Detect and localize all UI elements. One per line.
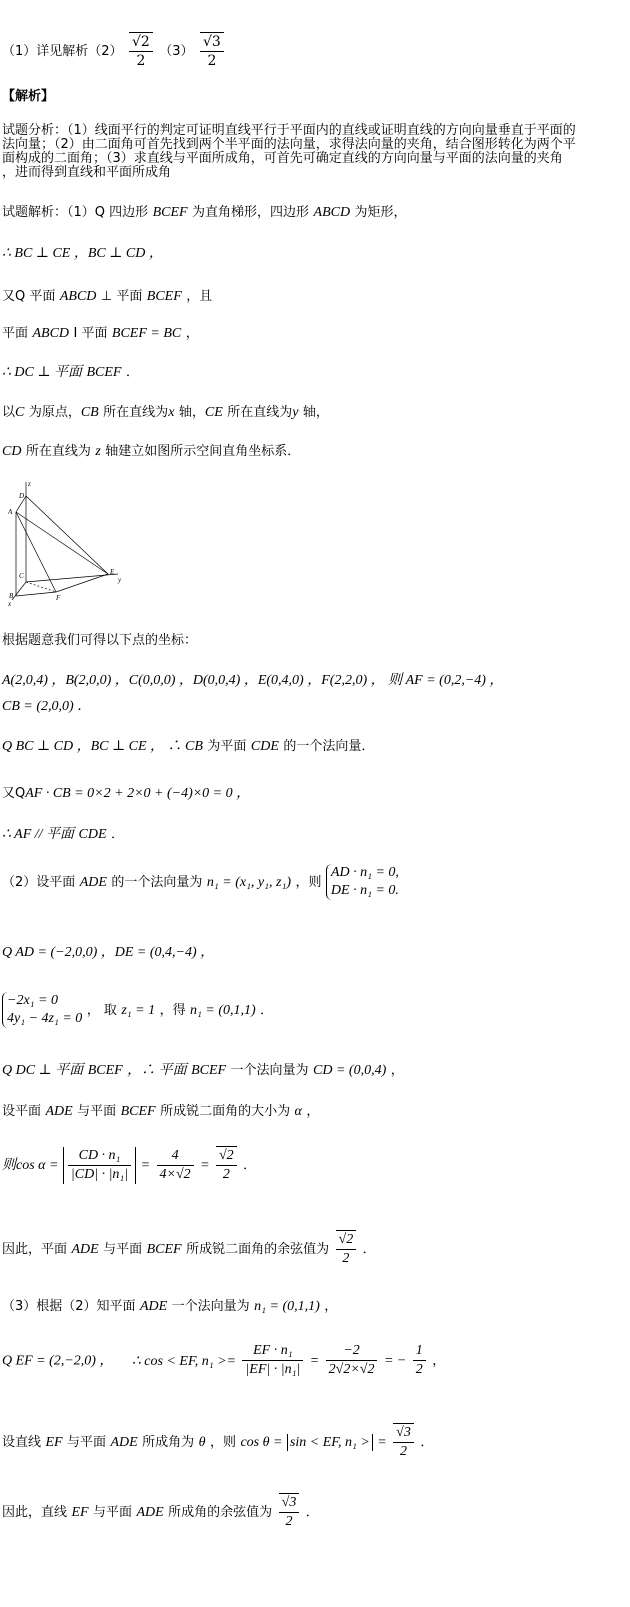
text: ． — [420, 1435, 434, 1450]
analysis-line-3: 面构成的二面角；（3）求直线与平面所成角，可首先可确定直线的方向向量与平面的法向量的夹角 — [2, 151, 563, 166]
text: 所在直线为 — [25, 444, 91, 459]
math: BCEF — [86, 365, 122, 380]
text: ， — [185, 326, 199, 341]
fraction — [393, 1423, 414, 1461]
text: 为直角梯形，四边形 — [192, 205, 310, 220]
text: 与平面 — [77, 1104, 117, 1119]
solution-line-21 — [2, 1298, 337, 1315]
system-row: −2x₁ = 0 — [7, 993, 58, 1008]
text: ． — [305, 1505, 319, 1520]
analysis-heading: 【解析】 — [2, 89, 55, 104]
frac-num: √2 — [336, 1230, 357, 1250]
text: 与平面 — [93, 1505, 133, 1520]
coordinate-figure — [6, 478, 126, 608]
label-z: z — [28, 480, 31, 488]
edge-BF — [16, 592, 56, 596]
label-B: B — [9, 592, 14, 600]
system-row: 4y₁ − 4z₁ = 0 — [7, 1011, 83, 1026]
text: 又Q — [2, 786, 26, 801]
edge-AE — [16, 512, 108, 574]
analysis-line-4: ，进而得到直线和平面所成角 — [2, 165, 172, 180]
math: ∴ cos < EF, n₁ >= — [131, 1353, 236, 1369]
text: ⊥ 平面 — [100, 289, 143, 304]
math: ADE — [45, 1104, 73, 1119]
frac-den: |EF| · |n₁| — [245, 1362, 301, 1377]
text: 所在直线为 — [103, 405, 169, 420]
text: 试题解析：（1）Q 四边形 — [2, 205, 149, 220]
system-brace — [2, 992, 82, 1028]
math: 则cos α = — [2, 1158, 59, 1173]
text: 所成角为 — [142, 1435, 195, 1450]
solution-line-14 — [2, 864, 399, 900]
fraction — [242, 1342, 303, 1379]
math: ADE — [140, 1299, 168, 1314]
math: CB — [80, 405, 99, 420]
text: ， 取 — [86, 1003, 117, 1018]
math: z₁ = 1 — [121, 1003, 156, 1018]
text: ， — [390, 1063, 404, 1078]
math: n₁ = (x₁, y₁, z₁) — [206, 875, 291, 890]
frac-num: −2 — [326, 1342, 378, 1361]
frac-den: 2 — [342, 1251, 350, 1266]
label-D: D — [19, 492, 25, 500]
solution-line-1 — [2, 204, 407, 221]
math: ADE — [71, 1242, 99, 1257]
solution-line-3 — [2, 288, 212, 305]
text: Q 平面 — [15, 289, 56, 304]
frac-den: 2 — [207, 53, 217, 69]
text: 的一个法向量． — [283, 739, 375, 754]
text: ， — [324, 1299, 338, 1314]
text: 所成角的余弦值为 — [168, 1505, 273, 1520]
fraction — [216, 1146, 237, 1184]
system-brace — [326, 864, 399, 900]
system-row: AD · n₁ = 0, — [330, 865, 399, 880]
math: = — [377, 1435, 387, 1450]
text: ． — [362, 1242, 376, 1257]
math: z — [95, 444, 101, 459]
frac-den: 2 — [136, 53, 146, 69]
math: ABCD — [32, 326, 70, 341]
math: BCEF = BC — [111, 326, 182, 341]
text: 轴， — [178, 405, 205, 420]
math: x — [168, 405, 175, 420]
fraction — [68, 1147, 131, 1184]
text: 因此，直线 — [2, 1505, 68, 1520]
fraction — [279, 1493, 300, 1531]
text: 一个法向量为 — [230, 1063, 309, 1078]
math: = — [140, 1158, 151, 1173]
math: α — [294, 1104, 302, 1119]
text: ． — [110, 827, 124, 842]
text: 为平面 — [207, 739, 247, 754]
frac-num: 1 — [413, 1342, 426, 1361]
math: ADE — [136, 1505, 164, 1520]
label-E: E — [110, 568, 115, 576]
math: AF · CB = 0×2 + 2×0 + (−4)×0 = 0 ， — [25, 786, 251, 801]
analysis-line-1: 试题分析：（1）线面平行的判定可证明直线平行于平面内的直线或证明直线的方向向量垂直于平面的 — [2, 123, 576, 138]
text: 为矩形， — [354, 205, 407, 220]
label-A: A — [8, 508, 13, 516]
math: ∴ AF // 平面 — [2, 827, 75, 842]
solution-line-15: Q AD = (−2,0,0) ，DE = (0,4,−4) ， — [2, 945, 215, 960]
analysis-line-2: 法向量；（2）由二面角可首先找到两个半平面的法向量，求得法向量的夹角，结合图形转化为两个平 — [2, 137, 576, 152]
text: 设平面 — [2, 1104, 42, 1119]
frac-den: 4×√2 — [159, 1166, 191, 1182]
frac-num: 4 — [157, 1147, 194, 1166]
math: ABCD — [313, 205, 351, 220]
abs-bar: sin < EF, n₁ > — [287, 1434, 373, 1451]
solution-line-7 — [2, 443, 300, 460]
math: EF — [71, 1505, 89, 1520]
math: n₁ = (0,1,1) — [190, 1003, 256, 1018]
solution-line-22 — [2, 1342, 445, 1379]
math: cos θ = — [240, 1435, 283, 1450]
math: = — [309, 1353, 320, 1369]
text: 所成锐二面角的余弦值为 — [186, 1242, 330, 1257]
text: 所在直线为 — [227, 405, 293, 420]
text: ，则 — [209, 1435, 236, 1450]
answer-fraction-2 — [129, 32, 153, 70]
text: 轴， — [302, 405, 329, 420]
text: （3）根据（2）知平面 — [2, 1299, 136, 1314]
text: 为原点， — [28, 405, 81, 420]
solution-line-4 — [2, 325, 199, 342]
frac-num: √3 — [200, 32, 224, 52]
label-y: y — [118, 576, 122, 584]
frac-num: √2 — [129, 32, 153, 52]
text: 因此，平面 — [2, 1242, 68, 1257]
fraction — [336, 1230, 357, 1268]
text: 所成锐二面角的大小为 — [160, 1104, 291, 1119]
math: BCEF — [87, 1063, 123, 1078]
solution-line-12 — [2, 785, 250, 802]
math: ADE — [110, 1435, 138, 1450]
text: 平面 — [2, 326, 29, 341]
math: n₁ = (0,1,1) — [254, 1299, 320, 1314]
text: 与平面 — [103, 1242, 143, 1257]
math: ABCD — [59, 289, 97, 304]
math: Q BC ⊥ CD ，BC ⊥ CE ， ∴ CB — [2, 739, 203, 754]
math: = — [200, 1158, 210, 1173]
math: ∴ DC ⊥ 平面 — [2, 365, 83, 380]
label-C: C — [19, 572, 24, 580]
label-F: F — [56, 594, 61, 602]
fraction — [157, 1147, 194, 1184]
math: Q DC ⊥ 平面 — [2, 1063, 84, 1078]
frac-den: 2 — [400, 1444, 408, 1459]
solution-line-5 — [2, 364, 139, 381]
solution-line-24 — [2, 1493, 319, 1531]
text: ． — [260, 1003, 274, 1018]
math: y — [292, 405, 299, 420]
fraction — [326, 1342, 378, 1379]
text: 的一个法向量为 — [111, 875, 203, 890]
solution-line-23 — [2, 1423, 433, 1461]
text: 一个法向量为 — [171, 1299, 250, 1314]
solution-line-8: 根据题意我们可得以下点的坐标： — [2, 633, 198, 648]
math: CE — [204, 405, 223, 420]
fraction — [413, 1342, 426, 1379]
math: Q EF = (2,−2,0) ， — [2, 1353, 114, 1369]
math: CD — [2, 444, 22, 459]
math: EF — [45, 1435, 63, 1450]
text: 又 — [2, 289, 16, 304]
math: BCEF — [146, 1242, 182, 1257]
text: （2）设平面 — [2, 875, 76, 890]
solution-line-2: ∴ BC ⊥ CE ，BC ⊥ CD ， — [2, 246, 163, 261]
math: ADE — [79, 875, 107, 890]
frac-den: 2 — [415, 1362, 423, 1377]
text: I 平面 — [73, 326, 108, 341]
frac-num: √3 — [279, 1493, 300, 1513]
edge-AF — [16, 512, 56, 592]
text: 设直线 — [2, 1435, 42, 1450]
text: ，得 — [159, 1003, 186, 1018]
answer-part-1: （1）详见解析（2） — [2, 44, 123, 59]
math: CDE — [250, 739, 279, 754]
solution-line-11 — [2, 738, 374, 755]
solution-line-20 — [2, 1230, 376, 1268]
text: ． — [125, 365, 139, 380]
label-x: x — [8, 600, 12, 608]
text: ． — [243, 1158, 257, 1173]
frac-den: 2√2×√2 — [328, 1362, 375, 1377]
frac-den: 2 — [222, 1167, 230, 1182]
math: CDE — [78, 827, 107, 842]
solution-line-16 — [2, 992, 273, 1028]
solution-line-18 — [2, 1103, 319, 1120]
text: ， — [306, 1104, 320, 1119]
solution-line-6 — [2, 404, 329, 421]
frac-num: EF · n₁ — [242, 1342, 303, 1361]
solution-line-17 — [2, 1062, 404, 1079]
math: CD = (0,0,4) — [313, 1063, 387, 1078]
frac-num: √2 — [216, 1146, 237, 1166]
vector-CB-line: CB = (2,0,0) ． — [2, 699, 92, 714]
text: ，则 — [295, 875, 322, 890]
math: C — [15, 405, 25, 420]
text: 轴建立如图所示空间直角坐标系． — [105, 444, 301, 459]
coordinates-line: A(2,0,4) ，B(2,0,0) ，C(0,0,0) ，D(0,0,4) ，E(0,4,0) ，F(2,2,0) ， 则 AF = (0,2,−4) ， — [2, 673, 504, 688]
math: BCEF — [146, 289, 182, 304]
frac-num: CD · n₁ — [68, 1147, 131, 1166]
system-row: DE · n₁ = 0. — [330, 883, 399, 898]
frac-den: 2 — [285, 1514, 293, 1529]
text: 与平面 — [67, 1435, 107, 1450]
edge-DE — [26, 496, 108, 574]
math: θ — [198, 1435, 206, 1450]
answer-part-3: （3） — [159, 44, 194, 59]
text: 以 — [2, 405, 16, 420]
math: BCEF — [120, 1104, 156, 1119]
solution-line-13 — [2, 826, 124, 843]
math: BCEF — [191, 1063, 227, 1078]
math: BCEF — [152, 205, 188, 220]
edge-FE — [56, 574, 108, 592]
abs-bar — [63, 1147, 136, 1184]
answer-fraction-3 — [200, 32, 224, 70]
solution-line-19 — [2, 1146, 256, 1184]
math: ，∴ 平面 — [127, 1063, 187, 1078]
frac-den: |CD| · |n₁| — [70, 1166, 129, 1182]
answer-line — [2, 32, 226, 70]
text: ，且 — [186, 289, 213, 304]
x-axis — [12, 582, 26, 600]
text: ， — [432, 1353, 446, 1369]
frac-num: √3 — [393, 1423, 414, 1443]
math: = − — [383, 1353, 407, 1369]
